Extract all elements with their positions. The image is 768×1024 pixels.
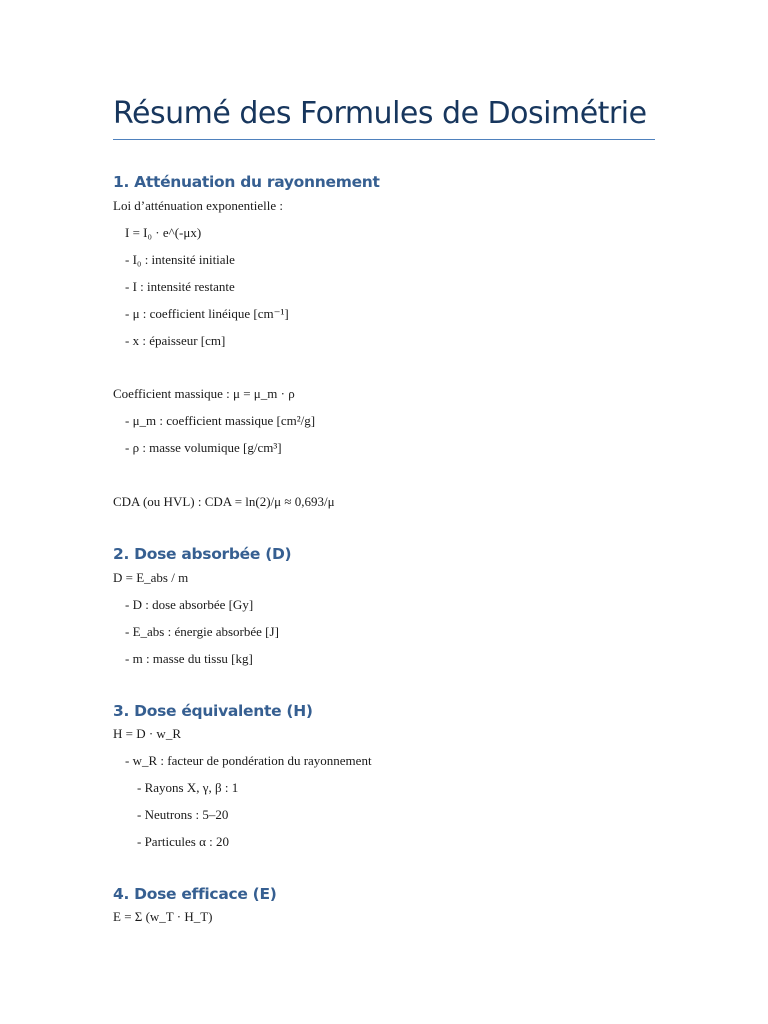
definition-line: - μ_m : coefficient massique [cm²/g] [125, 413, 316, 428]
definition-line: - μ : coefficient linéique [cm⁻¹] [125, 306, 289, 321]
formula-line: CDA (ou HVL) : CDA = ln(2)/μ ≈ 0,693/μ [113, 494, 335, 509]
definition-line: - E_abs : énergie absorbée [J] [125, 624, 279, 639]
definition-line: - w_R : facteur de pondération du rayonnement [125, 753, 372, 768]
formula-line: H = D · w_R [113, 726, 181, 741]
definition-line: - x : épaisseur [cm] [125, 333, 226, 348]
sub-definition-line: - Rayons X, γ, β : 1 [137, 780, 239, 795]
sub-definition-line: - Particules α : 20 [137, 834, 230, 849]
definition-line: - D : dose absorbée [Gy] [125, 597, 254, 612]
formula-line: D = E_abs / m [113, 570, 189, 585]
section-heading-attenuation: 1. Atténuation du rayonnement [113, 173, 380, 191]
document-title: Résumé des Formules de Dosimétrie [113, 96, 647, 131]
section-heading-dose-efficace: 4. Dose efficace (E) [113, 885, 277, 903]
formula-line: Coefficient massique : μ = μ_m · ρ [113, 386, 295, 401]
title-underline [113, 139, 655, 140]
section-heading-dose-absorbee: 2. Dose absorbée (D) [113, 545, 292, 563]
text-line: Loi d’atténuation exponentielle : [113, 198, 284, 213]
section-heading-dose-equivalente: 3. Dose équivalente (H) [113, 702, 313, 720]
definition-line: - I : intensité restante [125, 279, 235, 294]
formula-line: I = I₀ · e^(-μx) [125, 225, 202, 240]
formula-line: E = Σ (w_T · H_T) [113, 909, 213, 924]
definition-line: - ρ : masse volumique [g/cm³] [125, 440, 282, 455]
definition-line: - I₀ : intensité initiale [125, 252, 235, 267]
sub-definition-line: - Neutrons : 5–20 [137, 807, 229, 822]
definition-line: - m : masse du tissu [kg] [125, 651, 253, 666]
